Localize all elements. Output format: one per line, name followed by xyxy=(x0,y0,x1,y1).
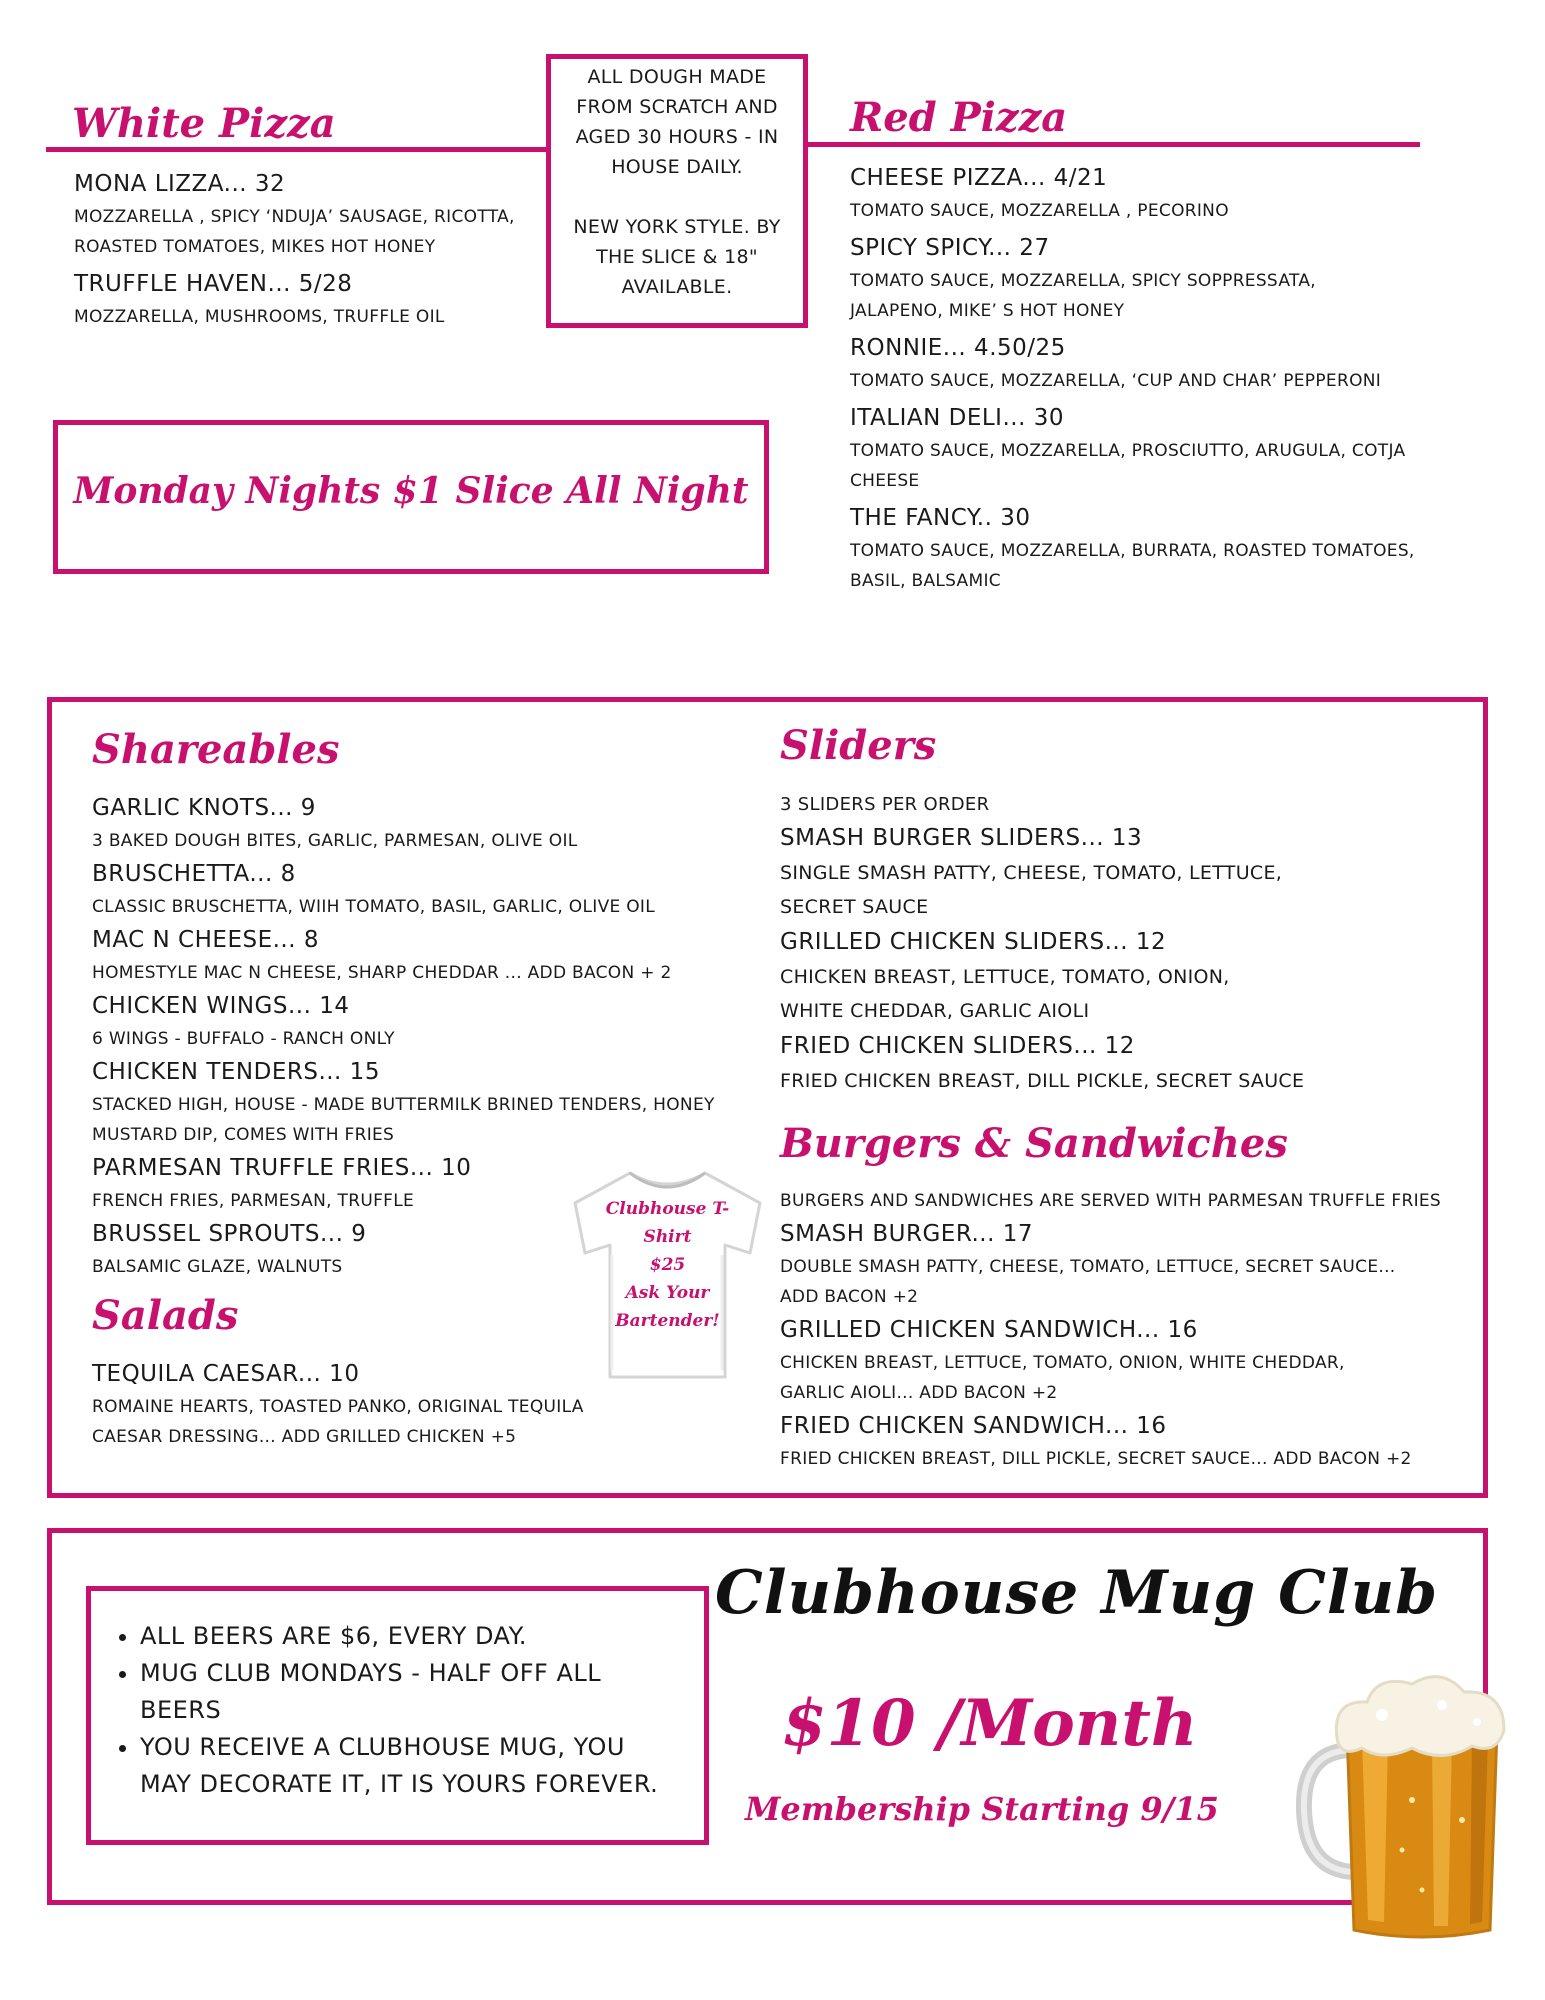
item-desc: MUSTARD DIP, COMES WITH FRIES xyxy=(92,1125,395,1145)
dough-line: AVAILABLE. xyxy=(621,276,733,298)
burgers-list xyxy=(780,1186,1480,1474)
burgers-title: Burgers & Sandwiches xyxy=(780,1120,1288,1167)
tshirt-promo xyxy=(560,1165,775,1385)
list-item xyxy=(850,160,1450,226)
item-desc: STACKED HIGH, HOUSE - MADE BUTTERMILK BRINED TENDERS, HONEY xyxy=(92,1095,715,1115)
list-item xyxy=(74,266,574,332)
sliders-list xyxy=(780,790,1460,1098)
dough-line: THE SLICE & 18" xyxy=(596,246,758,268)
dough-note xyxy=(551,62,803,302)
red-pizza-title: Red Pizza xyxy=(850,94,1068,141)
item-name: GRILLED CHICKEN SANDWICH... 16 xyxy=(780,1317,1198,1343)
item-desc: TOMATO SAUCE, MOZZARELLA, ‘CUP AND CHAR’ PEPPERONI xyxy=(850,371,1382,391)
item-desc: TOMATO SAUCE, MOZZARELLA, PROSCIUTTO, ARUGULA, COTJA CHEESE xyxy=(850,441,1406,491)
red-pizza-list xyxy=(850,160,1450,596)
sliders-note: 3 SLIDERS PER ORDER xyxy=(780,794,990,815)
item-desc: WHITE CHEDDAR, GARLIC AIOLI xyxy=(780,1000,1090,1022)
item-desc: HOMESTYLE MAC N CHEESE, SHARP CHEDDAR ... ADD BACON + 2 xyxy=(92,963,672,983)
dough-line: FROM SCRATCH AND xyxy=(576,96,778,118)
white-pizza-list xyxy=(74,166,574,332)
beer-mug-icon xyxy=(1292,1660,1522,1950)
item-desc: SECRET SAUCE xyxy=(780,896,929,918)
dough-line xyxy=(551,182,803,212)
mug-club-rule: • ALL BEERS ARE $6, EVERY DAY. xyxy=(140,1618,684,1655)
monday-promo: Monday Nights $1 Slice All Night xyxy=(73,470,749,512)
item-desc: TOMATO SAUCE, MOZZARELLA, SPICY SOPPRESSATA, xyxy=(850,271,1316,291)
item-name: MONA LIZZA... 32 xyxy=(74,171,286,197)
mug-club-rule: • MUG CLUB MONDAYS - HALF OFF ALL BEERS xyxy=(140,1655,684,1729)
item-desc: ROASTED TOMATOES, MIKES HOT HONEY xyxy=(74,237,436,257)
dough-line: HOUSE DAILY. xyxy=(611,156,743,178)
white-pizza-title: White Pizza xyxy=(72,100,336,147)
list-item xyxy=(92,988,772,1054)
item-desc: SINGLE SMASH PATTY, CHEESE, TOMATO, LETTUCE, xyxy=(780,862,1283,884)
item-name: FRIED CHICKEN SANDWICH... 16 xyxy=(780,1413,1167,1439)
item-desc: CHICKEN BREAST, LETTUCE, TOMATO, ONION, xyxy=(780,966,1230,988)
item-name: SMASH BURGER SLIDERS... 13 xyxy=(780,825,1143,851)
item-name: TEQUILA CAESAR... 10 xyxy=(92,1361,360,1387)
list-item xyxy=(850,230,1450,326)
list-item xyxy=(780,1312,1480,1408)
mug-club-title: Clubhouse Mug Club xyxy=(715,1558,1439,1628)
mug-club-start: Membership Starting 9/15 xyxy=(745,1790,1219,1828)
tshirt-line: $25 xyxy=(649,1255,686,1275)
item-desc: CAESAR DRESSING... ADD GRILLED CHICKEN +5 xyxy=(92,1427,517,1447)
item-desc: FRENCH FRIES, PARMESAN, TRUFFLE xyxy=(92,1191,415,1211)
list-item xyxy=(780,1216,1480,1312)
item-desc: CLASSIC BRUSCHETTA, WIIH TOMATO, BASIL, GARLIC, OLIVE OIL xyxy=(92,897,656,917)
item-desc: FRIED CHICKEN BREAST, DILL PICKLE, SECRET SAUCE xyxy=(780,1070,1305,1092)
item-name: MAC N CHEESE... 8 xyxy=(92,927,319,953)
list-item xyxy=(92,790,772,856)
list-item xyxy=(74,166,574,262)
list-item xyxy=(780,924,1460,1028)
item-desc: MOZZARELLA, MUSHROOMS, TRUFFLE OIL xyxy=(74,307,445,327)
list-item xyxy=(92,922,772,988)
white-pizza-divider xyxy=(46,147,548,152)
dough-line: NEW YORK STYLE. BY xyxy=(573,216,781,238)
list-item xyxy=(92,856,772,922)
dough-line: AGED 30 HOURS - IN xyxy=(575,126,779,148)
tshirt-line: Ask Your xyxy=(625,1283,710,1303)
burgers-note: BURGERS AND SANDWICHES ARE SERVED WITH PARMESAN TRUFFLE FRIES xyxy=(780,1191,1442,1211)
item-name: BRUSCHETTA... 8 xyxy=(92,861,296,887)
item-desc: ADD BACON +2 xyxy=(780,1287,919,1307)
red-pizza-divider xyxy=(808,142,1420,147)
item-desc: FRIED CHICKEN BREAST, DILL PICKLE, SECRET SAUCE... ADD BACON +2 xyxy=(780,1449,1412,1469)
item-name: RONNIE... 4.50/25 xyxy=(850,335,1066,361)
item-desc: TOMATO SAUCE, MOZZARELLA , PECORINO xyxy=(850,201,1229,221)
item-desc: GARLIC AIOLI... ADD BACON +2 xyxy=(780,1383,1058,1403)
item-name: BRUSSEL SPROUTS... 9 xyxy=(92,1221,367,1247)
item-desc: 6 WINGS - BUFFALO - RANCH ONLY xyxy=(92,1029,395,1049)
item-name: FRIED CHICKEN SLIDERS... 12 xyxy=(780,1033,1135,1059)
item-name: CHICKEN TENDERS... 15 xyxy=(92,1059,380,1085)
item-name: ITALIAN DELI... 30 xyxy=(850,405,1064,431)
list-item xyxy=(780,1408,1480,1474)
item-name: TRUFFLE HAVEN... 5/28 xyxy=(74,271,353,297)
sliders-title: Sliders xyxy=(780,722,937,769)
item-desc: ROMAINE HEARTS, TOASTED PANKO, ORIGINAL TEQUILA xyxy=(92,1397,584,1417)
item-desc: 3 BAKED DOUGH BITES, GARLIC, PARMESAN, OLIVE OIL xyxy=(92,831,578,851)
item-desc: MOZZARELLA , SPICY ‘NDUJA’ SAUSAGE, RICOTTA, xyxy=(74,207,515,227)
item-name: GARLIC KNOTS... 9 xyxy=(92,795,316,821)
mug-club-rule: • YOU RECEIVE A CLUBHOUSE MUG, YOU MAY DECORATE IT, IT IS YOURS FOREVER. xyxy=(140,1729,684,1803)
tshirt-line: Shirt xyxy=(643,1227,692,1247)
item-desc: TOMATO SAUCE, MOZZARELLA, BURRATA, ROASTED TOMATOES, xyxy=(850,541,1415,561)
item-name: SPICY SPICY... 27 xyxy=(850,235,1050,261)
list-item xyxy=(92,1054,772,1150)
item-desc: DOUBLE SMASH PATTY, CHEESE, TOMATO, LETTUCE, SECRET SAUCE... xyxy=(780,1257,1396,1277)
list-item xyxy=(780,1028,1460,1098)
item-name: THE FANCY.. 30 xyxy=(850,505,1031,531)
item-name: GRILLED CHICKEN SLIDERS... 12 xyxy=(780,929,1167,955)
item-name: CHICKEN WINGS... 14 xyxy=(92,993,350,1019)
list-item xyxy=(780,820,1460,924)
item-name: PARMESAN TRUFFLE FRIES... 10 xyxy=(92,1155,472,1181)
shareables-title: Shareables xyxy=(92,726,340,773)
mug-club-price: $10 /Month xyxy=(782,1686,1198,1761)
tshirt-text xyxy=(600,1195,735,1335)
tshirt-line: Bartender! xyxy=(615,1311,720,1331)
tshirt-line: Clubhouse T- xyxy=(605,1199,730,1219)
item-desc: BASIL, BALSAMIC xyxy=(850,571,1001,591)
item-desc: CHICKEN BREAST, LETTUCE, TOMATO, ONION, WHITE CHEDDAR, xyxy=(780,1353,1345,1373)
salads-title: Salads xyxy=(92,1292,239,1339)
item-name: CHEESE PIZZA... 4/21 xyxy=(850,165,1108,191)
item-desc: BALSAMIC GLAZE, WALNUTS xyxy=(92,1257,343,1277)
list-item xyxy=(850,500,1450,596)
item-desc: JALAPENO, MIKE’ S HOT HONEY xyxy=(850,301,1125,321)
mug-club-rules xyxy=(104,1618,684,1803)
list-item xyxy=(850,330,1450,396)
dough-line: ALL DOUGH MADE xyxy=(587,66,767,88)
item-name: SMASH BURGER... 17 xyxy=(780,1221,1034,1247)
list-item xyxy=(850,400,1450,496)
